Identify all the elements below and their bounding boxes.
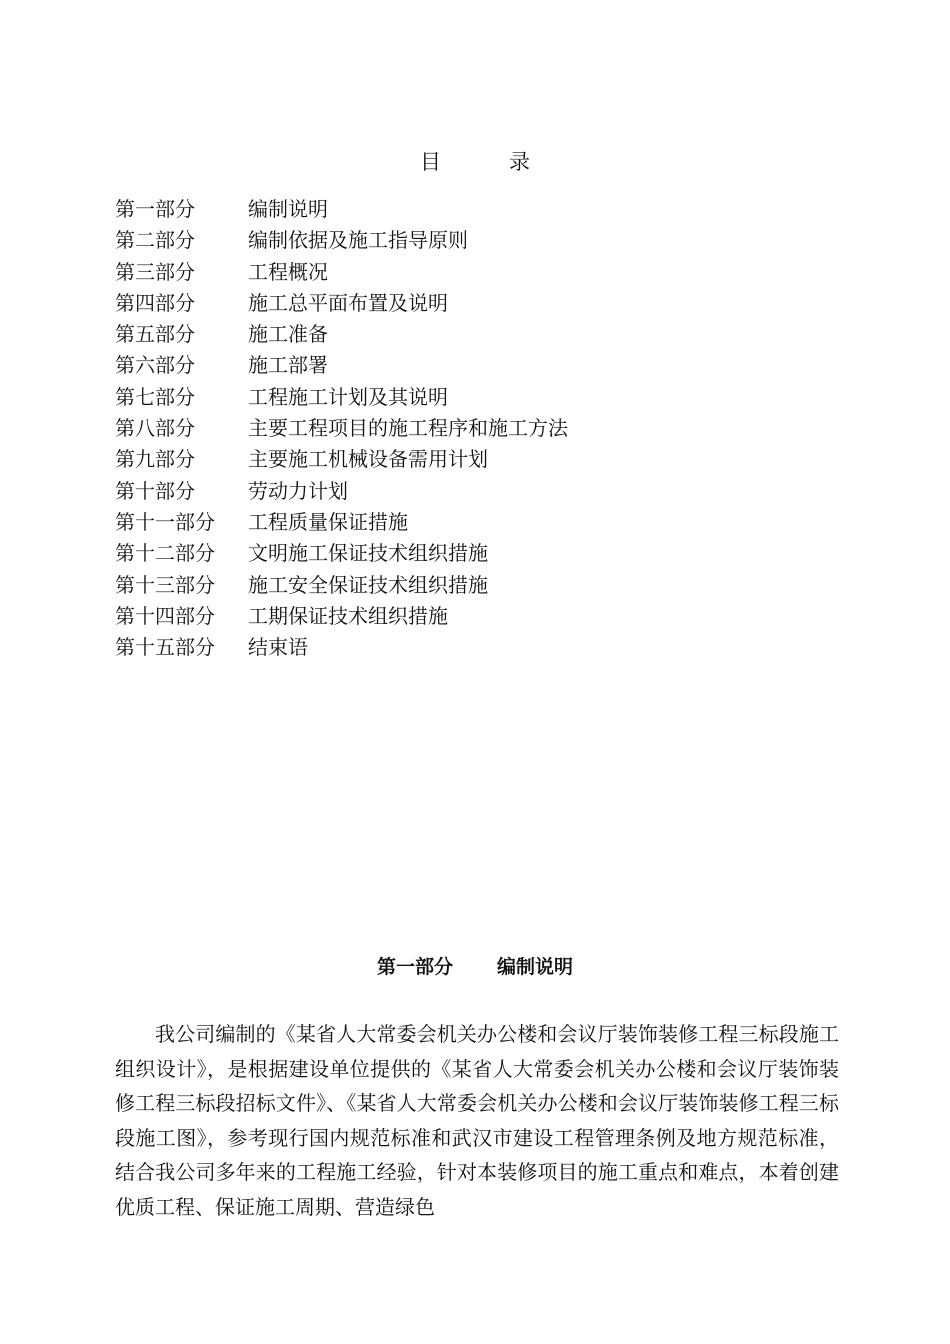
toc-entry-name: 施工准备 xyxy=(248,322,328,347)
toc-entry-part: 第七部分 xyxy=(115,384,195,409)
toc-title-right: 录 xyxy=(509,150,530,174)
toc-entry xyxy=(115,632,568,663)
toc-entry-part: 第四部分 xyxy=(115,290,195,315)
toc-entry-name: 编制说明 xyxy=(248,197,328,221)
toc-entry xyxy=(115,194,568,225)
toc-title-left: 目 xyxy=(420,150,441,174)
toc-entry xyxy=(115,444,568,475)
toc-entry-part: 第六部分 xyxy=(115,353,195,378)
toc-entry-part: 第十一部分 xyxy=(115,509,215,534)
section-heading-part: 第一部分 xyxy=(376,956,453,978)
toc-entry-part: 第八部分 xyxy=(115,416,195,441)
toc-entry xyxy=(115,476,568,507)
toc-entry xyxy=(115,538,568,569)
table-of-contents xyxy=(115,194,568,663)
toc-title xyxy=(0,146,950,176)
toc-entry-part: 第十三部分 xyxy=(115,572,215,597)
toc-entry xyxy=(115,507,568,538)
toc-entry xyxy=(115,350,568,381)
section-heading-name: 编制说明 xyxy=(497,956,574,978)
toc-entry-part: 第五部分 xyxy=(115,322,195,347)
toc-entry xyxy=(115,570,568,601)
toc-entry-name: 工程施工计划及其说明 xyxy=(248,384,448,409)
toc-entry-name: 编制依据及施工指导原则 xyxy=(248,228,468,253)
toc-entry-part: 第九部分 xyxy=(115,447,195,472)
toc-entry-name: 工期保证技术组织措施 xyxy=(248,603,448,628)
toc-entry xyxy=(115,225,568,256)
toc-entry-part: 第二部分 xyxy=(115,228,195,253)
toc-entry-name: 工程概况 xyxy=(248,259,328,284)
toc-entry-name: 主要施工机械设备需用计划 xyxy=(248,447,488,472)
toc-entry-part: 第十五部分 xyxy=(115,635,215,660)
toc-entry-part: 第一部分 xyxy=(115,197,195,221)
toc-entry-part: 第十四部分 xyxy=(115,603,215,628)
toc-entry-name: 劳动力计划 xyxy=(248,478,348,503)
toc-entry xyxy=(115,288,568,319)
toc-entry-name: 工程质量保证措施 xyxy=(248,509,408,534)
toc-entry-name: 主要工程项目的施工程序和施工方法 xyxy=(248,416,568,441)
section-heading xyxy=(0,952,950,979)
toc-entry xyxy=(115,601,568,632)
toc-entry xyxy=(115,382,568,413)
toc-entry xyxy=(115,319,568,350)
section-paragraph: 我公司编制的《某省人大常委会机关办公楼和会议厅装饰装修工程三标段施工组织设计》，是根据建设单位提供的《某省人大常委会机关办公楼和会议厅装饰装修工程三标段招标文件》、《某省人大常委会机关办公楼和会议厅装饰装修工程三标段施工图》，参考现行国内规范标准和武汉市建设工程管理条例及地方规范标准，结合我公司多年来的工程施工经验，针对本装修项目的施工重点和难点，本着创建优质工程、保证施工周期、营造绿色 xyxy=(115,1022,839,1219)
toc-entry xyxy=(115,413,568,444)
toc-entry-name: 施工安全保证技术组织措施 xyxy=(248,572,488,597)
toc-entry-name: 结束语 xyxy=(248,635,308,660)
toc-entry-name: 施工总平面布置及说明 xyxy=(248,290,448,315)
toc-entry-name: 施工部署 xyxy=(248,353,328,378)
toc-entry-part: 第十二部分 xyxy=(115,541,215,566)
toc-entry-part: 第三部分 xyxy=(115,259,195,284)
toc-entry-part: 第十部分 xyxy=(115,478,195,503)
toc-entry-name: 文明施工保证技术组织措施 xyxy=(248,541,488,566)
toc-entry xyxy=(115,257,568,288)
